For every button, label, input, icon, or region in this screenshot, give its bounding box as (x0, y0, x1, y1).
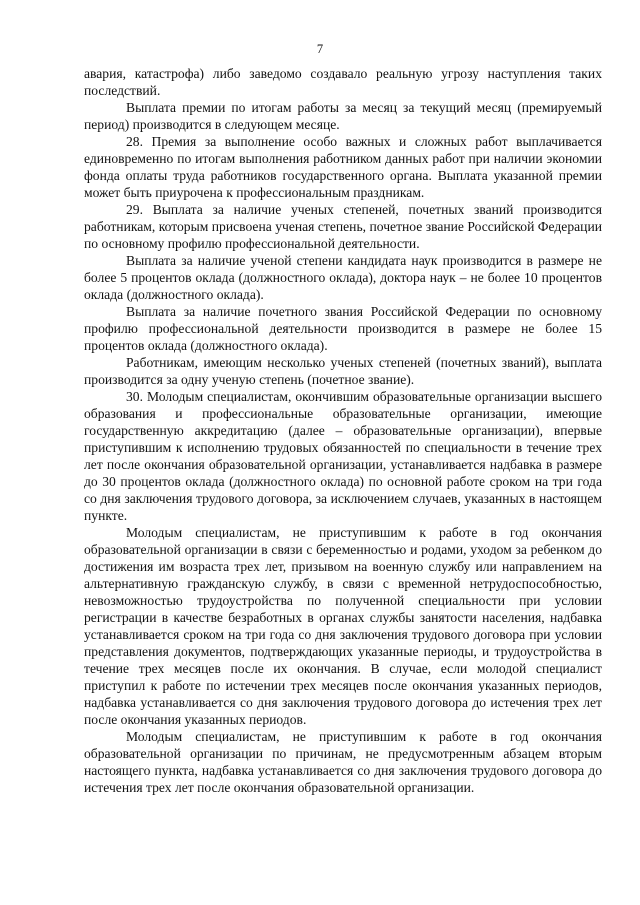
paragraph-young-specialists-other: Молодым специалистам, не приступившим к работе в год окончания образовательной организации по причинам, не предусмотренным абзацем вторым настоящего пункта, надбавка устанавливается со дня заключения трудового договора до истечения трех лет после окончания образовательной организации. (84, 729, 602, 795)
page-number: 7 (316, 42, 324, 56)
paragraph-honorary-title-payment: Выплата за наличие почетного звания Российской Федерации по основному профилю профессиональной деятельности производится в размере не более 15 процентов оклада (должностного оклада). (84, 304, 602, 353)
document-body (84, 65, 602, 796)
paragraph-young-specialists-delay: Молодым специалистам, не приступившим к работе в год окончания образовательной организации в связи с беременностью и родами, уходом за ребенком до достижения им возраста трех лет, призывом на военную службу или направлением на альтернативную гражданскую службу, в связи с временной нетрудоспособностью, невозможностью трудоустройства по полученной специальности при условии регистрации в качестве безработных в органах службы занятости населения, надбавка устанавливается сроком на три года со дня заключения трудового договора при условии представления документов, подтверждающих указанные периоды, и трудоустройства в течение трех месяцев после их окончания. В случае, если молодой специалист приступил к работе по истечении трех месяцев после окончания указанных периодов, надбавка устанавливается со дня заключения трудового договора до истечения трех лет после окончания указанных периодов. (84, 525, 602, 727)
paragraph-item-29: 29. Выплата за наличие ученых степеней, почетных званий производится работникам, которым присвоена ученая степень, почетное звание Российской Федерации по основному профилю профессиональной деятельности. (84, 202, 602, 251)
paragraph-academic-degree-payment: Выплата за наличие ученой степени кандидата наук производится в размере не более 5 процентов оклада (должностного оклада), доктора наук – не более 10 процентов оклада (должностного оклада). (84, 253, 602, 302)
paragraph-multiple-degrees: Работникам, имеющим несколько ученых степеней (почетных званий), выплата производится за одну ученую степень (почетное звание). (84, 355, 602, 387)
paragraph-item-28: 28. Премия за выполнение особо важных и сложных работ выплачивается единовременно по итогам выполнения работником данных работ при наличии экономии фонда оплаты труда работников государственного органа. Выплата указанной премии может быть приурочена к профессиональным праздникам. (84, 134, 602, 200)
paragraph-item-30: 30. Молодым специалистам, окончившим образовательные организации высшего образования и профессиональные образовательные организации, имеющие государственную аккредитацию (далее – образовательные организации), впервые приступившим к исполнению трудовых обязанностей по специальности в течение трех лет после окончания образовательной организации, устанавливается надбавка в размере до 30 процентов оклада (должностного оклада) по основной работе сроком на три года со дня заключения трудового договора, за исключением случаев, указанных в настоящем пункте. (84, 389, 602, 523)
paragraph-monthly-bonus-period: Выплата премии по итогам работы за месяц за текущий месяц (премируемый период) производится в следующем месяце. (84, 100, 602, 132)
paragraph-continuation: авария, катастрофа) либо заведомо создавало реальную угрозу наступления таких последствий. (84, 66, 602, 98)
